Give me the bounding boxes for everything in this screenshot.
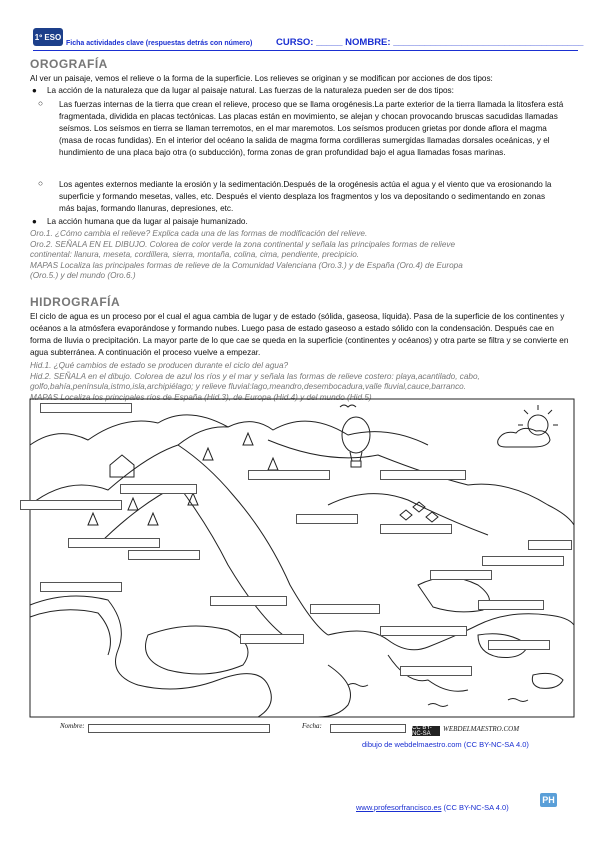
orografia-heading: OROGRAFÍA: [30, 57, 108, 71]
mountain-ridge: [30, 415, 428, 445]
label-box[interactable]: [240, 634, 304, 644]
label-box[interactable]: [120, 484, 197, 494]
label-box[interactable]: [296, 514, 358, 524]
orografia-sub-2: Los agentes externos mediante la erosión y la sedimentación.Después de la orogénesis actúa el agua y el viento que va erosionando la superficie y formando mesetas, valles, etc. Después el viento desplaza los fragmentos y los va depositando o sedimentando en zonas más bajas, formando llanuras, depresiones, etc.: [59, 180, 552, 213]
label-box[interactable]: [380, 524, 452, 534]
bullet-circle: ○: [38, 99, 43, 108]
orografia-bullet-1: La acción de la naturaleza que da lugar al paisaje natural. Las fuerzas de la naturaleza pueden ser de dos tipos:: [47, 86, 454, 95]
nombre-label: Nombre:: [60, 722, 85, 730]
label-box[interactable]: [528, 540, 572, 550]
website-link[interactable]: www.profesorfrancisco.es: [356, 803, 442, 812]
orografia-sub-1: Las fuerzas internas de la tierra que crean el relieve, proceso que se llama orogénesis.La parte exterior de la tierra llamada la litosfera está fragmentada, dividida en placas tectónicas. Las placas están en movimiento, se alejan y chocan provocando bruscas sacudidas llamadas seísmos. Los seísmos en tierra se llaman terremotos, en el mar maremotos. Los seísmos producen grietas por donde aflora el magma (masa de rocas fundidas). En el interior del océano la salida de magma forma cordilleras sumergidas llamadas dorsales oceánicas, y el hundimiento de una placa bajo otra (o subducción), forma zonas de gran profundidad bajo el agua llamadas fosas marinas.: [59, 100, 564, 157]
curso-nombre-field: CURSO: _____ NOMBRE: ____________________________________: [276, 37, 584, 48]
fecha-label: Fecha:: [302, 722, 322, 730]
river: [30, 596, 271, 717]
oro-maps: MAPAS Localiza las principales formas de relieve de la Comunidad Valenciana (Oro.3.) y de España (Oro.4) de Europa: [30, 261, 463, 270]
bullet-circle: ○: [38, 179, 43, 188]
hidrografia-paragraph: El ciclo de agua es un proceso por el cual el agua cambia de lugar y de estado (sólida, gaseosa, líquida). Pasa de la superficie de los continentes y océanos a la atmósfera evaporándose y formando nubes. Luego pasa de estado gaseoso a estado sólido con la condensación. Después cae en forma de lluvia o precipitación. La mayor parte de lo que cae se queda en la superficie (continentes y océanos) y otra parte se filtra y se convierte en agua subterránea. A continuación el proceso vuelve a empezar.: [30, 312, 569, 357]
label-box[interactable]: [248, 470, 330, 480]
label-box[interactable]: [128, 550, 200, 560]
lake: [146, 626, 249, 674]
label-box[interactable]: [488, 640, 550, 650]
header-divider: [33, 50, 578, 51]
label-box[interactable]: [40, 403, 132, 413]
nombre-input[interactable]: [88, 724, 270, 733]
label-box[interactable]: [380, 470, 466, 480]
worksheet-title: Ficha actividades clave (respuestas detrás con número): [66, 40, 253, 47]
cloud: [498, 428, 550, 447]
oro-question-2-cont: continental: llanura, meseta, cordillera, sierra, montaña, colina, cima, pendiente, precipicio.: [30, 250, 360, 259]
bullet-dot: ●: [32, 86, 37, 95]
label-box[interactable]: [478, 600, 544, 610]
orografia-intro: Al ver un paisaje, vemos el relieve o la forma de la superficie. Los relieves se originan y se modifican por acciones de dos tipos:: [30, 74, 493, 83]
islet: [532, 673, 563, 688]
hid-question-2-cont: golfo,bahía,península,istmo,isla,archipiélago; y relieve fluvial:lago,meandro,desembocadura,valle fluvial,cauce,barranco.: [30, 382, 467, 391]
bullet-dot: ●: [32, 217, 37, 226]
landscape-drawing: [28, 385, 576, 720]
label-box[interactable]: [40, 582, 122, 592]
oro-question-1: Oro.1. ¿Cómo cambia el relieve? Explica cada una de las formas de modificación del relieve.: [30, 229, 368, 238]
label-box[interactable]: [310, 604, 380, 614]
hills: [268, 440, 574, 525]
cc-license-badge: CC BY-NC-SA: [412, 726, 440, 736]
label-box[interactable]: [68, 538, 160, 548]
hidrografia-heading: HIDROGRAFÍA: [30, 295, 121, 309]
house: [110, 455, 134, 477]
label-box[interactable]: [400, 666, 472, 676]
drawing-credit: dibujo de webdelmaestro.com (CC BY-NC-SA 4.0): [362, 740, 529, 749]
cliff: [318, 665, 351, 717]
mountain-slope: [98, 485, 283, 635]
fecha-input[interactable]: [330, 724, 406, 733]
ph-logo: PH: [540, 793, 557, 807]
label-box[interactable]: [20, 500, 122, 510]
label-box[interactable]: [210, 596, 287, 606]
birds: [340, 405, 356, 407]
website-credit: [356, 803, 509, 812]
hid-question-1: Hid.1. ¿Qué cambios de estado se producen durante el ciclo del agua?: [30, 361, 289, 370]
label-box[interactable]: [430, 570, 492, 580]
hot-air-balloon: [342, 417, 370, 453]
label-box[interactable]: [380, 626, 467, 636]
webdelmaestro-watermark: WEBDELMAESTRO.COM: [443, 725, 520, 733]
eso-logo: 1º ESO: [33, 28, 63, 46]
waves: [348, 684, 528, 707]
oro-question-2: Oro.2. SEÑALA EN EL DIBUJO. Colorea de color verde la zona continental y señala las principales formas de relieve: [30, 240, 456, 249]
label-box[interactable]: [482, 556, 564, 566]
hid-question-2: Hid.2. SEÑALA en el dibujo. Colorea de azul los ríos y el mar y señala las formas de relieve costero: playa,acantilado, cabo,: [30, 372, 480, 381]
orografia-bullet-2: La acción humana que da lugar al paisaje humanizado.: [47, 217, 248, 226]
hid-maps: MAPAS Localiza los principales ríos de España (Hid.3), de Europa (Hid.4) y del mundo (Hid.5): [30, 393, 372, 402]
oro-maps-cont: (Oro.5.) y del mundo (Oro.6.): [30, 271, 136, 280]
website-license: (CC BY-NC-SA 4.0): [441, 803, 509, 812]
